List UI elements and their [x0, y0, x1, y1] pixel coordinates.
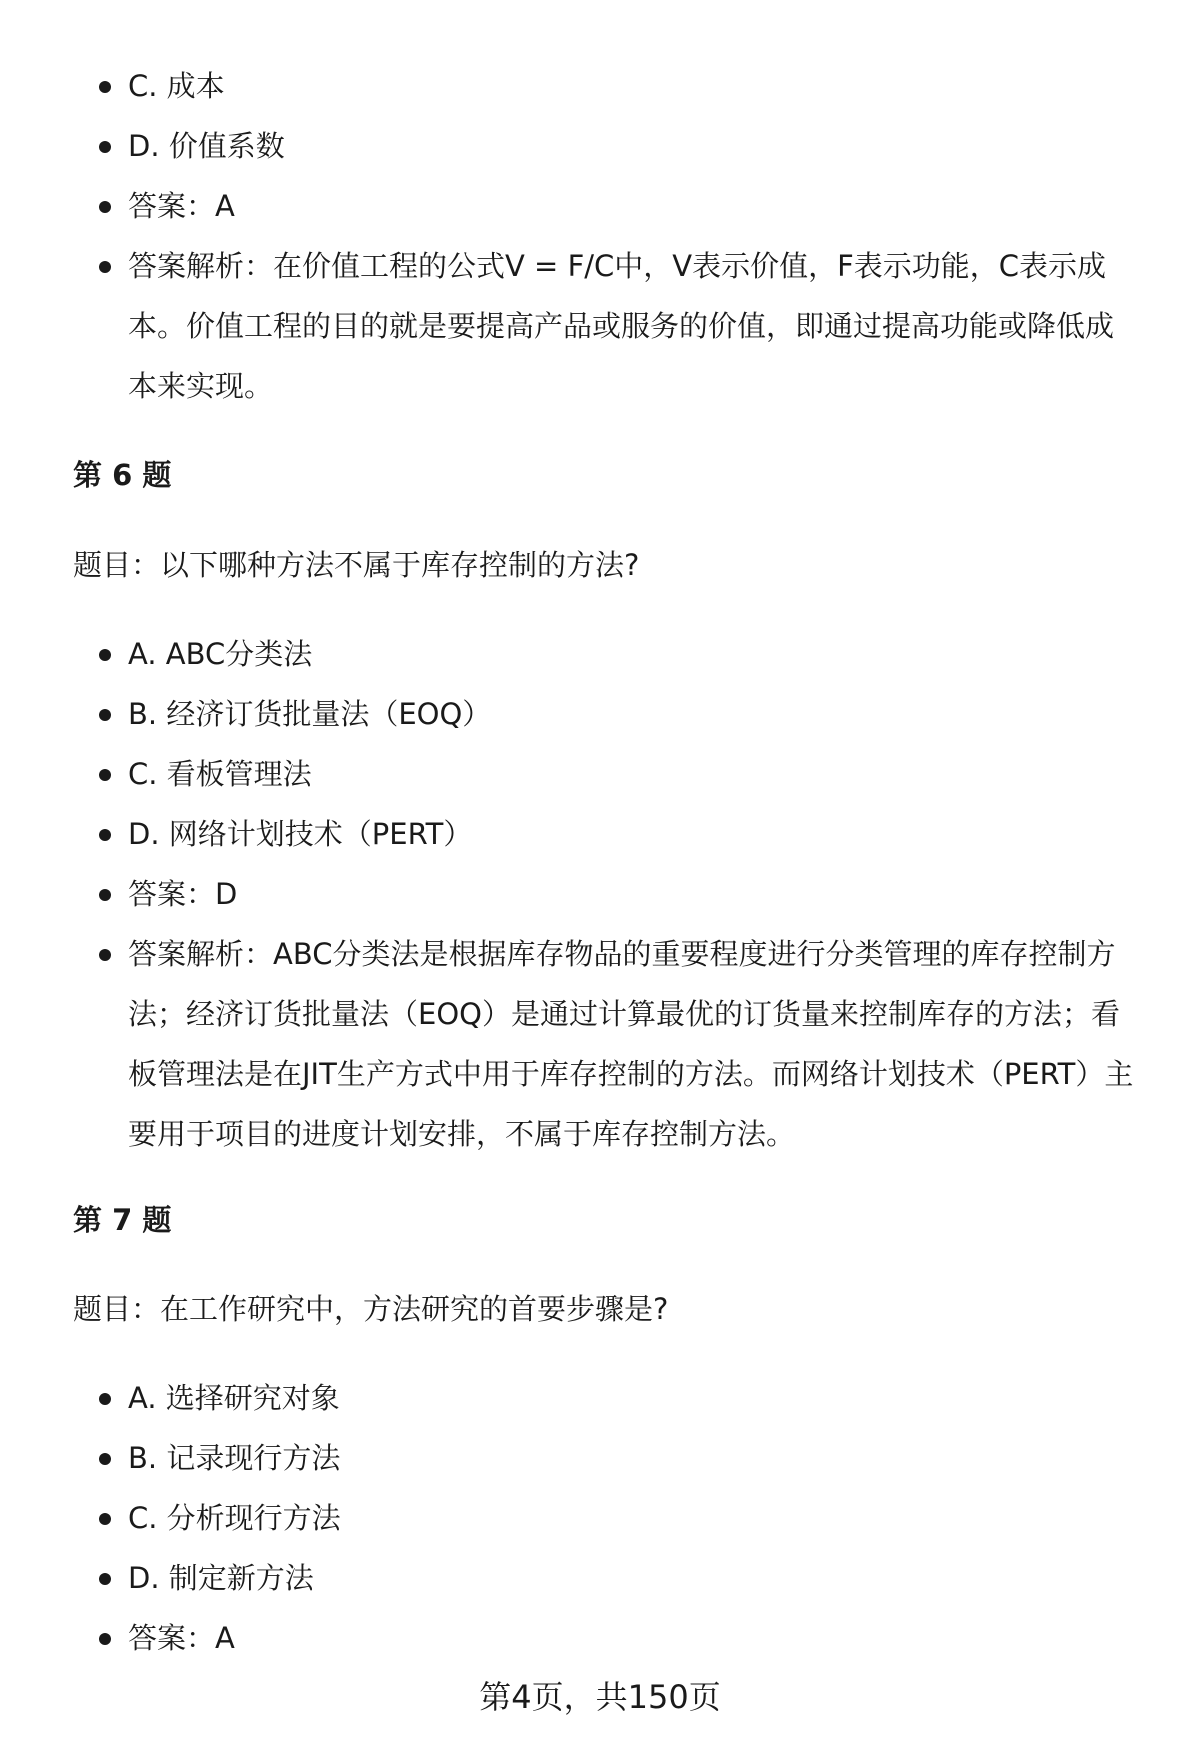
option-d: D. 网络计划技术（PERT）	[72, 804, 1140, 864]
option-b: B. 经济订货批量法（EOQ）	[72, 684, 1140, 744]
question-7-body	[0, 1368, 1200, 1668]
option-a: A. 选择研究对象	[72, 1368, 1140, 1428]
option-c: C. 分析现行方法	[72, 1488, 1140, 1548]
option-a: A. ABC分类法	[72, 624, 1140, 684]
question-7-title: 第 7 题	[73, 1203, 172, 1237]
option-c: C. 成本	[72, 56, 1140, 116]
question-6-body	[0, 624, 1200, 1164]
question-5-tail	[0, 56, 1200, 416]
answer: 答案：D	[72, 864, 1140, 924]
option-list	[0, 624, 1200, 1164]
option-list	[0, 56, 1200, 416]
answer-analysis: 答案解析：在价值工程的公式V = F/C中，V表示价值，F表示功能，C表示成本。价值工程的目的就是要提高产品或服务的价值，即通过提高功能或降低成本来实现。	[72, 236, 1140, 416]
option-list	[0, 1368, 1200, 1668]
answer: 答案：A	[72, 1608, 1140, 1668]
option-d: D. 制定新方法	[72, 1548, 1140, 1608]
question-7-text: 题目：在工作研究中，方法研究的首要步骤是?	[73, 1292, 669, 1326]
option-c: C. 看板管理法	[72, 744, 1140, 804]
answer: 答案：A	[72, 176, 1140, 236]
page-number-footer: 第4页，共150页	[479, 1678, 721, 1716]
option-d: D. 价值系数	[72, 116, 1140, 176]
question-6-text: 题目：以下哪种方法不属于库存控制的方法?	[73, 548, 640, 582]
option-b: B. 记录现行方法	[72, 1428, 1140, 1488]
question-6-title: 第 6 题	[73, 458, 172, 492]
answer-analysis: 答案解析：ABC分类法是根据库存物品的重要程度进行分类管理的库存控制方法；经济订货批量法（EOQ）是通过计算最优的订货量来控制库存的方法；看板管理法是在JIT生产方式中用于库存控制的方法。而网络计划技术（PERT）主要用于项目的进度计划安排，不属于库存控制方法。	[72, 924, 1140, 1164]
